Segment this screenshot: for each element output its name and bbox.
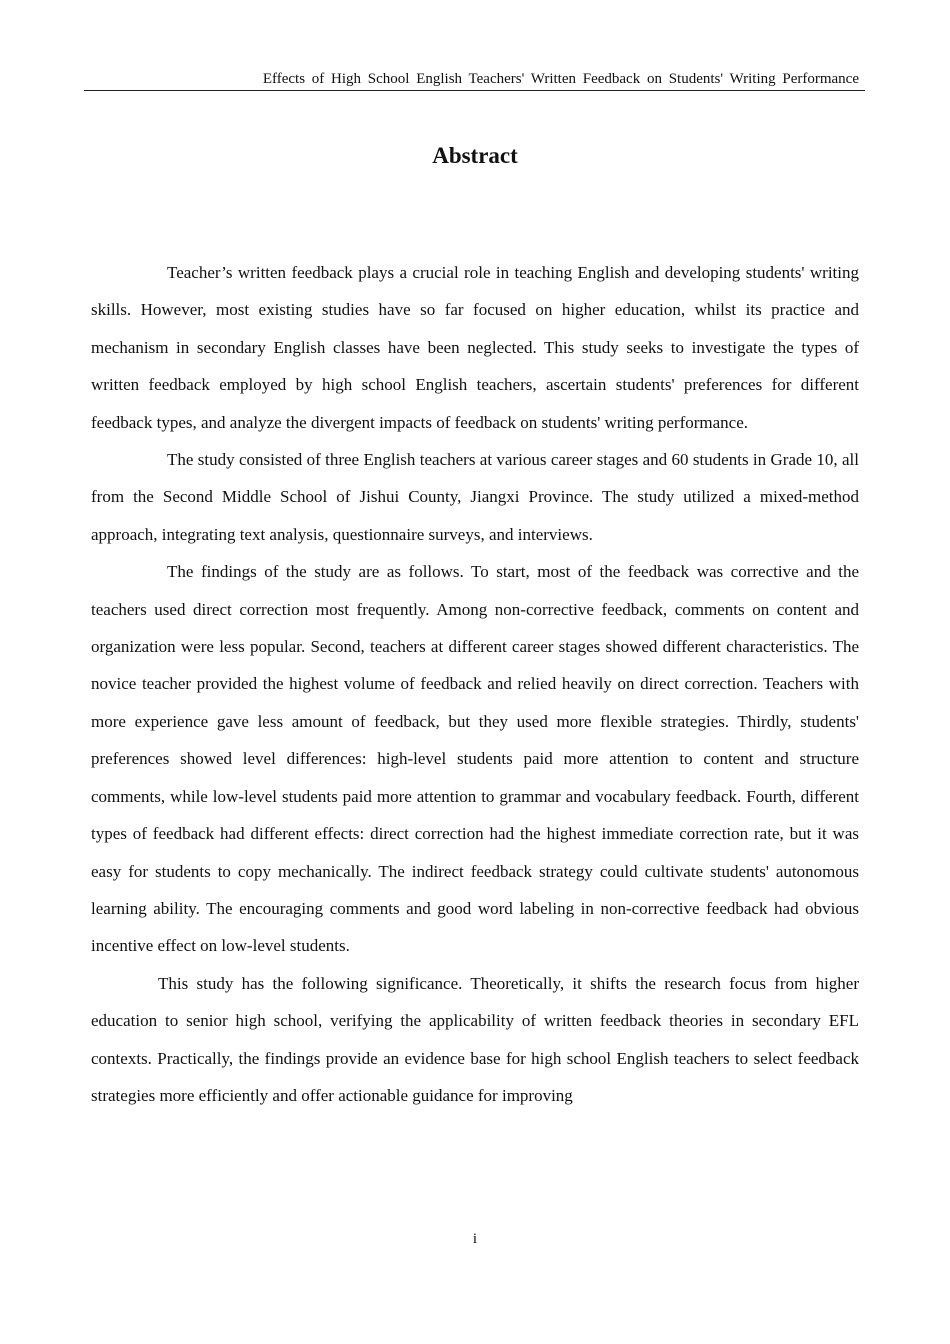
running-header [84,70,865,91]
abstract-paragraph-1: Teacher’s written feedback plays a crucial role in teaching English and developing students' writing skills. However, most existing studies have so far focused on higher education, whilst its practice and mechanism in secondary English classes have been neglected. This study seeks to investigate the types of written feedback employed by high school English teachers, ascertain students' preferences for different feedback types, and analyze the divergent impacts of feedback on students' writing performance. [91,263,859,432]
page-title: Abstract [432,143,518,168]
abstract-paragraph-3: The findings of the study are as follows. To start, most of the feedback was corrective and the teachers used direct correction most frequently. Among non-corrective feedback, comments on content and organization were less popular. Second, teachers at different career stages showed different characteristics. The novice teacher provided the highest volume of feedback and relied heavily on direct correction. Teachers with more experience gave less amount of feedback, but they used more flexible strategies. Thirdly, students' preferences showed level differences: high-level students paid more attention to content and structure comments, while low-level students paid more attention to grammar and vocabulary feedback. Fourth, different types of feedback had different effects: direct correction had the highest immediate correction rate, but it was easy for students to copy mechanically. The indirect feedback strategy could cultivate students' autonomous learning ability. The encouraging comments and good word labeling in non-corrective feedback had obvious incentive effect on low-level students. [91,562,859,956]
abstract-paragraph-4: This study has the following significance. Theoretically, it shifts the research focus from higher education to senior high school, verifying the applicability of written feedback theories in secondary EFL contexts. Practically, the findings provide an evidence base for high school English teachers to select feedback strategies more efficiently and offer actionable guidance for improving [91,973,859,1105]
abstract-paragraph-2: The study consisted of three English teachers at various career stages and 60 students in Grade 10, all from the Second Middle School of Jishui County, Jiangxi Province. The study utilized a mixed-method approach, integrating text analysis, questionnaire surveys, and interviews. [91,450,859,544]
abstract-body [91,254,859,1114]
running-header-title: Effects of High School English Teachers' Written Feedback on Students' Writing Performance [262,71,859,87]
page-number: i [472,1231,478,1247]
